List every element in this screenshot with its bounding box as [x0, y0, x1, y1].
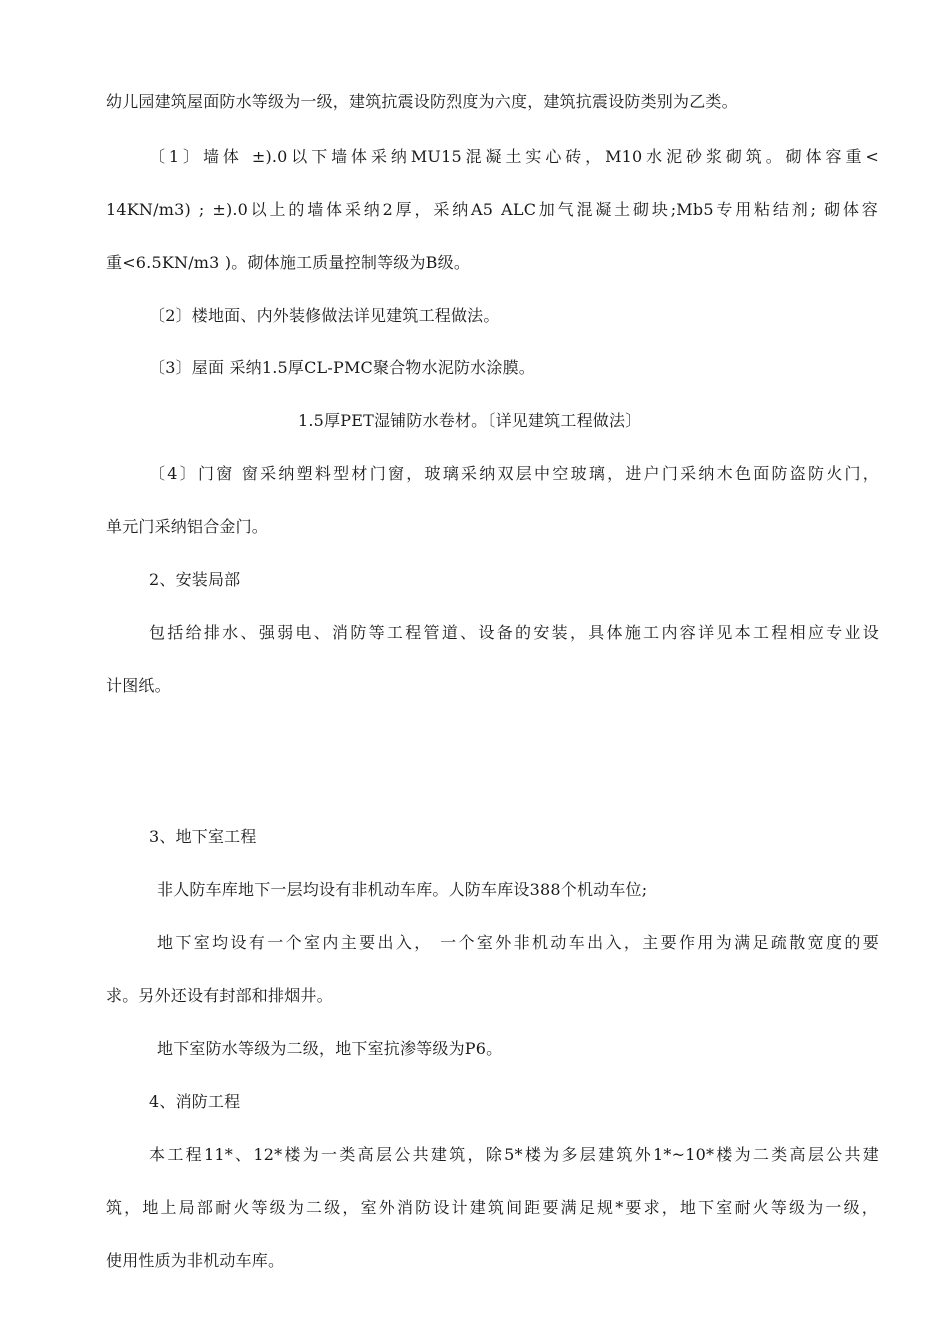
section-heading-basement: 3、地下室工程 [149, 827, 257, 846]
fire-line-3: 使用性质为非机动车库。 [106, 1251, 285, 1270]
floor-finish-item: 〔2〕楼地面、内外装修做法详见建筑工程做法。 [149, 306, 500, 325]
installation-line-2: 计图纸。 [106, 676, 171, 695]
basement-exit-line-2: 求。另外还设有封部和排烟井。 [106, 986, 333, 1005]
basement-exit-line-1: 地下室均设有一个室内主要出入， 一个室外非机动车出入，主要作用为满足疏散宽度的要 [157, 933, 879, 952]
door-window-line-2: 单元门采纳铝合金门。 [106, 517, 269, 536]
fire-line-2: 筑，地上局部耐火等级为二级，室外消防设计建筑间距要满足规*要求，地下室耐火等级为一级， [106, 1198, 878, 1217]
installation-line-1: 包括给排水、强弱电、消防等工程管道、设备的安装，具体施工内容详见本工程相应专业设 [149, 623, 879, 642]
wall-item-line-3: 重<6.5KN/m3 )。砌体施工质量控制等级为B级。 [106, 253, 471, 272]
wall-item-line-2: 14KN/m3) ; ±).0以上的墙体采纳2厚，采纳A5 ALC加气混凝土砌块;Mb5专用粘结剂; 砌体容 [106, 200, 878, 219]
fire-line-1: 本工程11*、12*楼为一类高层公共建筑，除5*楼为多层建筑外1*~10*楼为二类高层公共建 [149, 1145, 879, 1164]
roof-item: 〔3〕屋面 采纳1.5厚CL-PMC聚合物水泥防水涂膜。 [149, 358, 535, 377]
section-heading-installation: 2、安装局部 [149, 570, 241, 589]
roof-seismic-text: 幼儿园建筑屋面防水等级为一级，建筑抗震设防烈度为六度，建筑抗震设防类别为乙类。 [106, 92, 738, 111]
door-window-line-1: 〔4〕门窗 窗采纳塑料型材门窗，玻璃采纳双层中空玻璃，进户门采纳木色面防盗防火门， [149, 464, 879, 483]
roof-membrane-line: 1.5厚PET湿铺防水卷材。〔详见建筑工程做法〕 [298, 411, 642, 430]
wall-item-line-1: 〔1〕墙体 ±).0以下墙体采纳MU15混凝土实心砖，M10水泥砂浆砌筑。砌体容重< [149, 147, 879, 166]
basement-waterproof-text: 地下室防水等级为二级，地下室抗渗等级为P6。 [157, 1039, 503, 1058]
section-heading-fire: 4、消防工程 [149, 1092, 241, 1111]
basement-parking-text: 非人防车库地下一层均设有非机动车库。人防车库设388个机动车位; [157, 880, 648, 899]
